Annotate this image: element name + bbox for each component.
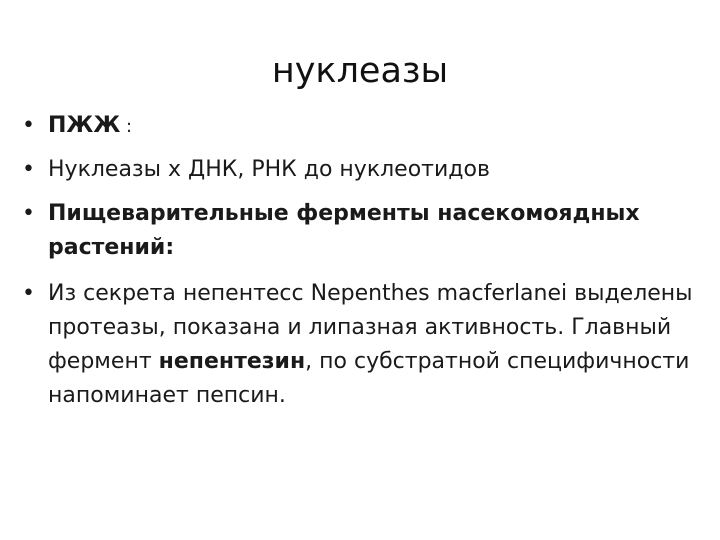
bullet-marker: • [22,201,35,226]
bullet-marker: • [22,281,35,306]
bullet-item-nucleases [22,153,712,187]
bullet-text: Нуклеазы х ДНК, РНК до нуклеотидов [48,157,490,182]
bullet-list [22,109,712,413]
enzyme-name-nepenthesin: непентезин [158,349,306,374]
bullet-marker: • [22,157,35,182]
bullet-item-digestive-enzymes [22,197,712,265]
bullet-text-after: , по субстратной специфичности напоминает пепсин. [48,349,690,408]
bullet-suffix-text: : [120,116,133,137]
bullet-item-nepenthes [22,277,712,413]
bullet-item-pzhzh [22,109,712,144]
slide-title: нуклеазы [271,51,449,91]
bullet-text-before: Из секрета непентесс Nepenthes macferlanei выделены протеазы, показана и липазная активность. Главный фермент [48,281,693,374]
bullet-marker: • [22,113,35,138]
bullet-bold-text: Пищеварительные ферменты насекомоядных растений: [48,201,640,260]
bullet-bold-text: ПЖЖ [48,113,121,138]
